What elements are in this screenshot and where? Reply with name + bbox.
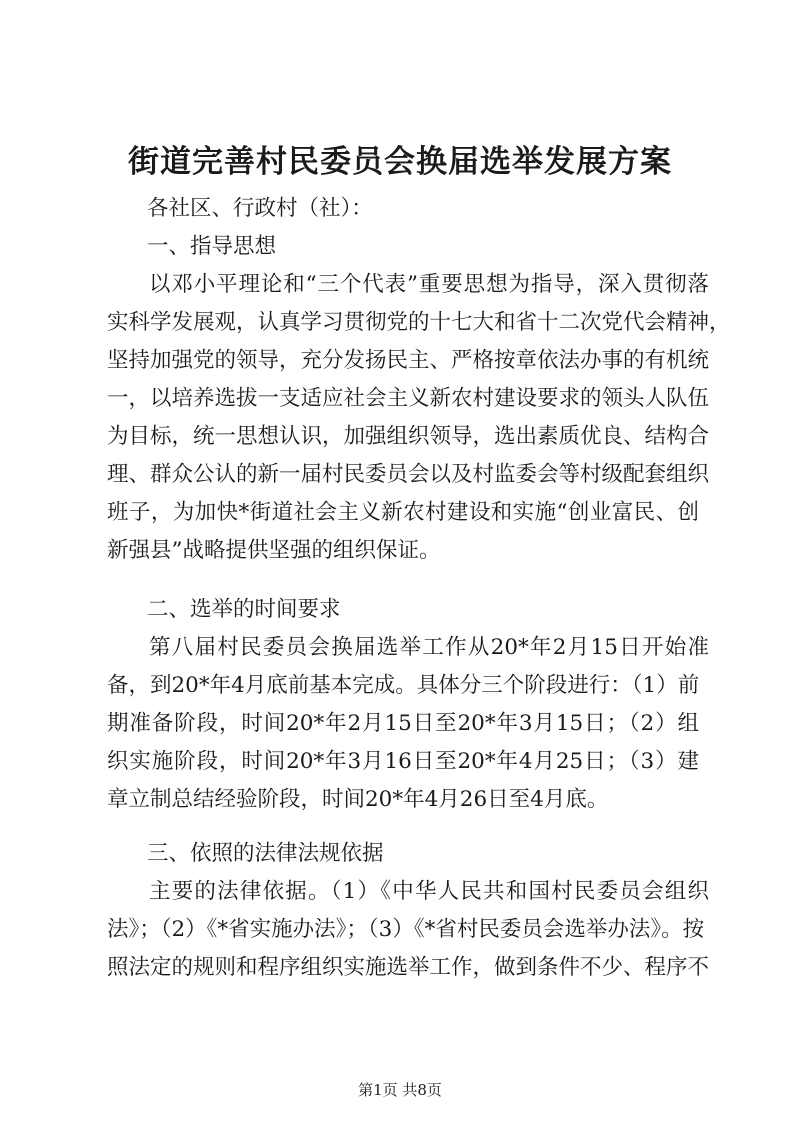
paragraph-line: 章立制总结经验阶段，时间20*年4月26日至4月底。 <box>107 787 609 812</box>
page-number-footer: 第1页 共8页 <box>358 1081 442 1099</box>
paragraph-line: 实科学发展观，认真学习贯彻党的十七大和省十二次党代会精神， <box>107 310 731 335</box>
paragraph-line: 法》；（2）《*省实施办法》；（3）《*省村民委员会选举办法》。按 <box>107 917 705 942</box>
paragraph-line: 主要的法律依据。（1）《中华人民共和国村民委员会组织 <box>149 879 709 904</box>
section-heading-3: 三、依照的法律法规依据 <box>147 841 384 866</box>
paragraph-line: 为目标，统一思想认识，加强组织领导，选出素质优良、结构合 <box>107 424 710 449</box>
paragraph-line: 新强县”战略提供坚强的组织保证。 <box>107 538 441 563</box>
salutation: 各社区、行政村（社）： <box>147 196 373 221</box>
paragraph-line: 期准备阶段，时间20*年2月15日至20*年3月15日；（2）组 <box>107 711 699 736</box>
paragraph-line: 理、群众公认的新一届村民委员会以及村监委会等村级配套组织 <box>107 462 710 487</box>
document-title: 街道完善村民委员会换届选举发展方案 <box>128 144 672 180</box>
paragraph-line: 一，以培养选拔一支适应社会主义新农村建设要求的领头人队伍 <box>107 386 710 411</box>
section-heading-1: 一、指导思想 <box>147 234 277 259</box>
paragraph-line: 第八届村民委员会换届选举工作从20*年2月15日开始准 <box>149 635 709 660</box>
paragraph-line: 坚持加强党的领导，充分发扬民主、严格按章依法办事的有机统 <box>107 348 710 373</box>
paragraph-line: 织实施阶段，时间20*年3月16日至20*年4月25日；（3）建 <box>107 749 699 774</box>
paragraph-line: 班子，为加快*街道社会主义新农村建设和实施“创业富民、创 <box>107 500 699 525</box>
section-heading-2: 二、选举的时间要求 <box>147 597 341 622</box>
paragraph-line: 照法定的规则和程序组织实施选举工作，做到条件不少、程序不 <box>107 955 710 980</box>
paragraph-line: 备，到20*年4月底前基本完成。具体分三个阶段进行：（1）前 <box>107 673 700 698</box>
paragraph-line: 以邓小平理论和“三个代表”重要思想为指导，深入贯彻落 <box>149 272 709 297</box>
